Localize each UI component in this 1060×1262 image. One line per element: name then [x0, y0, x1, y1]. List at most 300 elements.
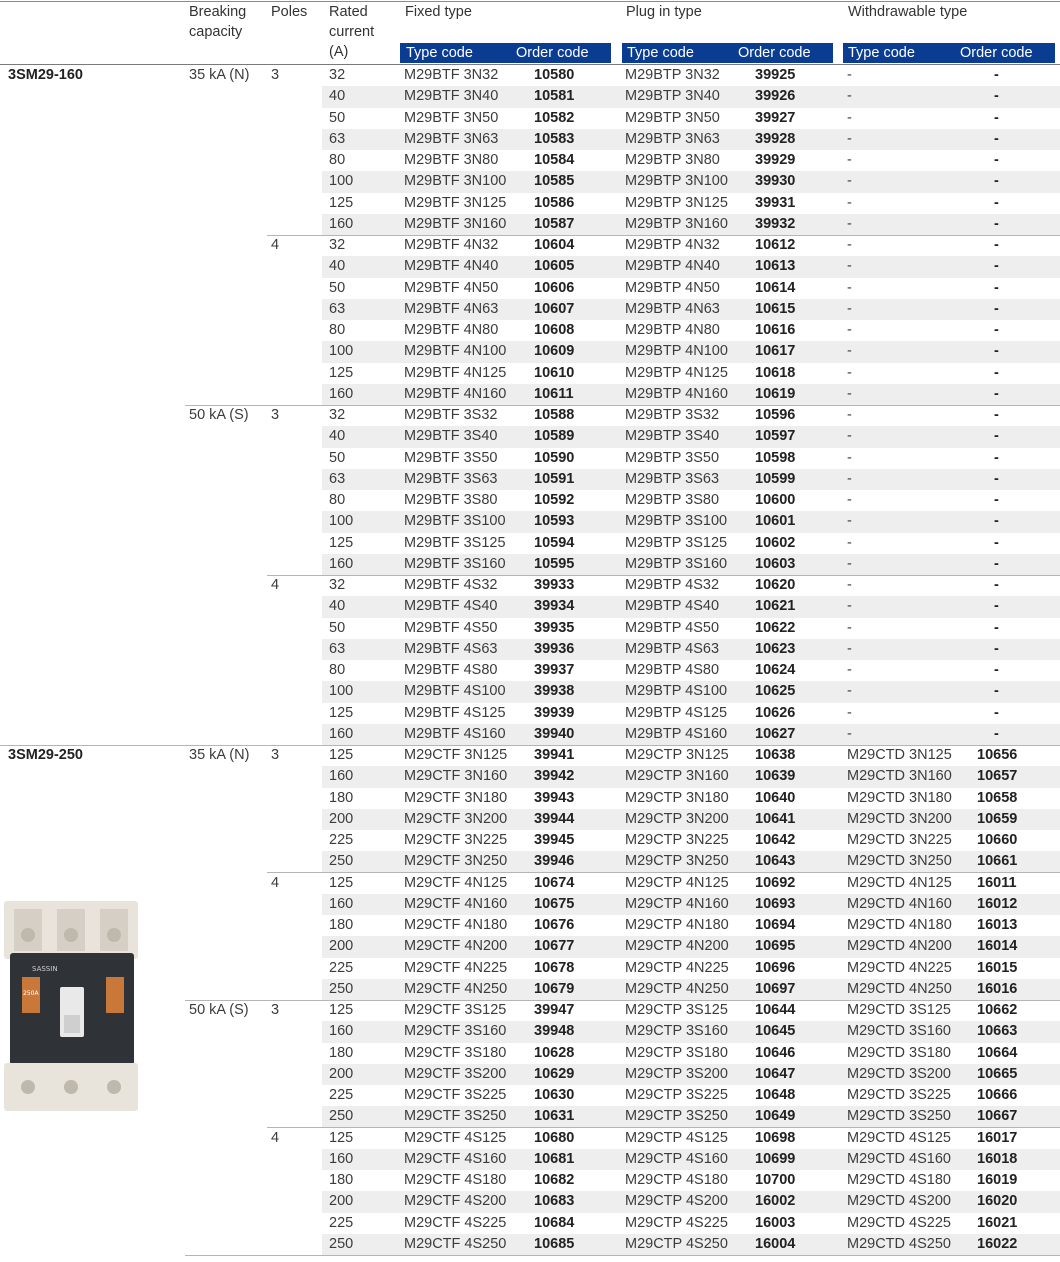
- withdrawable-order-code: 10656: [977, 747, 1018, 763]
- rated-current: 180: [329, 789, 354, 806]
- plugin-type-code: M29CTP 3N180: [625, 789, 729, 806]
- plugin-type-code: M29BTP 4N50: [625, 279, 720, 296]
- withdrawable-type-code: -: [847, 534, 852, 551]
- plugin-order-code: 10598: [755, 449, 796, 466]
- breaker-toggle-handle: [64, 1015, 80, 1033]
- rated-current: 225: [329, 832, 354, 848]
- table-row: [322, 129, 1060, 150]
- fixed-order-code: 10580: [534, 67, 575, 83]
- fixed-order-code: 10628: [534, 1044, 575, 1061]
- withdrawable-type-code: -: [847, 640, 852, 657]
- plugin-order-code: 10642: [755, 832, 796, 848]
- rated-current: 50: [329, 279, 346, 296]
- table-row: [322, 575, 1060, 596]
- table-row: [322, 958, 1060, 979]
- withdrawable-order-code: -: [994, 258, 999, 275]
- rated-current: 160: [329, 768, 354, 785]
- breaker-brand: SASSIN: [32, 965, 58, 973]
- fixed-order-code: 10591: [534, 470, 575, 487]
- withdrawable-order-code: -: [994, 322, 999, 338]
- plugin-order-code: 10639: [755, 768, 796, 785]
- fixed-type-code: M29BTF 3S160: [404, 555, 506, 572]
- rated-current: 40: [329, 428, 346, 445]
- rated-current: 100: [329, 683, 354, 700]
- withdrawable-type-code: M29CTD 4N250: [847, 980, 952, 997]
- header-rated-line3: (A): [329, 44, 349, 60]
- plugin-type-code: M29BTP 3N63: [625, 130, 720, 147]
- table-row: [322, 554, 1060, 575]
- table-row: [322, 639, 1060, 660]
- rated-current: 225: [329, 1087, 354, 1103]
- withdrawable-order-code: -: [994, 725, 999, 742]
- withdrawable-type-code: -: [847, 704, 852, 721]
- withdrawable-order-code: 10665: [977, 1065, 1018, 1082]
- withdrawable-type-code: -: [847, 598, 852, 615]
- rated-current: 180: [329, 1172, 354, 1188]
- withdrawable-order-code: 10667: [977, 1108, 1018, 1125]
- withdrawable-order-code: 16018: [977, 1150, 1018, 1167]
- withdrawable-type-code: -: [847, 683, 852, 700]
- fixed-order-code: 10684: [534, 1214, 575, 1231]
- fixed-order-code: 10594: [534, 534, 575, 551]
- plugin-type-code: M29CTP 4N225: [625, 959, 729, 976]
- fixed-order-code: 10582: [534, 109, 575, 126]
- table-row: [322, 299, 1060, 320]
- rated-current: 63: [329, 470, 346, 487]
- rated-current: 100: [329, 343, 354, 360]
- bottom-screw-3: [107, 1080, 121, 1094]
- table-row: [322, 490, 1060, 511]
- rated-current: 160: [329, 1150, 354, 1167]
- withdrawable-type-code: M29CTD 3N180: [847, 789, 952, 806]
- withdrawable-type-code: -: [847, 343, 852, 360]
- rated-current: 200: [329, 1193, 354, 1210]
- table-row: [322, 1043, 1060, 1064]
- withdrawable-type-code: -: [847, 449, 852, 466]
- withdrawable-order-code: -: [994, 449, 999, 466]
- plugin-type-code: M29BTP 3S32: [625, 407, 720, 423]
- rated-current: 100: [329, 513, 354, 530]
- plugin-order-code: 10621: [755, 598, 796, 615]
- rated-current: 32: [329, 237, 346, 253]
- fixed-order-code: 10678: [534, 959, 575, 976]
- header-breaking-capacity: [189, 2, 246, 42]
- withdrawable-order-code: 16019: [977, 1172, 1018, 1188]
- withdrawable-order-code: -: [994, 194, 999, 211]
- table-row: [322, 214, 1060, 235]
- fixed-order-code: 10629: [534, 1065, 575, 1082]
- plugin-order-code: 39927: [755, 109, 796, 126]
- plugin-type-code: M29BTP 4N40: [625, 258, 720, 275]
- fixed-order-code: 39946: [534, 853, 575, 870]
- table-row: [322, 533, 1060, 554]
- header-breaking-line1: Breaking: [189, 4, 247, 20]
- table-row: [322, 1000, 1060, 1021]
- plugin-order-code: 10623: [755, 640, 796, 657]
- rated-current: 32: [329, 67, 346, 83]
- fixed-type-code: M29CTF 3N250: [404, 853, 508, 870]
- plugin-order-code: 10600: [755, 492, 796, 508]
- table-row: [322, 618, 1060, 639]
- fixed-order-code: 10595: [534, 555, 575, 572]
- table-row: [322, 1064, 1060, 1085]
- withdrawable-order-code: 16017: [977, 1129, 1018, 1146]
- table-row: [322, 1106, 1060, 1127]
- fixed-type-code: M29BTF 4N125: [404, 364, 507, 381]
- header-withdrawable-type: Withdrawable type: [848, 4, 968, 20]
- withdrawable-type-code: M29CTD 3S225: [847, 1087, 951, 1103]
- fixed-type-code: M29BTF 4S125: [404, 704, 506, 721]
- withdrawable-type-code: -: [847, 279, 852, 296]
- withdrawable-order-code: -: [994, 88, 999, 105]
- plugin-order-code: 10649: [755, 1108, 796, 1125]
- withdrawable-order-code: -: [994, 215, 999, 232]
- withdrawable-order-code: 16013: [977, 917, 1018, 933]
- withdrawable-type-code: M29CTD 3S125: [847, 1002, 951, 1018]
- withdrawable-type-code: -: [847, 300, 852, 317]
- fixed-subheader-bar: [400, 43, 611, 63]
- fixed-type-code: M29BTF 4S63: [404, 640, 498, 657]
- withdrawable-order-code: 16020: [977, 1193, 1018, 1210]
- table-row: [322, 766, 1060, 787]
- table-row: [322, 448, 1060, 469]
- fixed-type-code: M29CTF 3S125: [404, 1002, 507, 1018]
- model-label: 3SM29-250: [8, 747, 83, 763]
- header-breaking-line2: capacity: [189, 24, 243, 40]
- plugin-type-code: M29CTP 3N225: [625, 832, 729, 848]
- plugin-type-code: M29BTP 3N80: [625, 152, 720, 168]
- fixed-type-code: M29CTF 4S125: [404, 1129, 507, 1146]
- withdrawable-type-code: -: [847, 173, 852, 190]
- fixed-order-code: 10593: [534, 513, 575, 530]
- plugin-order-code: 10695: [755, 938, 796, 955]
- withdrawable-type-code: -: [847, 555, 852, 572]
- withdrawable-order-code: -: [994, 662, 999, 678]
- plugin-type-code: M29CTP 4N180: [625, 917, 729, 933]
- table-row: [322, 1213, 1060, 1234]
- plugin-order-code: 10696: [755, 959, 796, 976]
- withdrawable-type-code: -: [847, 152, 852, 168]
- breaking-capacity-label: 50 kA (S): [189, 407, 249, 423]
- rated-current: 160: [329, 1023, 354, 1040]
- table-row: [322, 660, 1060, 681]
- rated-current: 180: [329, 1044, 354, 1061]
- table-row: [322, 1234, 1060, 1255]
- withdrawable-type-code: M29CTD 3N125: [847, 747, 952, 763]
- fixed-order-code: 39941: [534, 747, 575, 763]
- plugin-order-code: 10616: [755, 322, 796, 338]
- breaking-capacity-label: 35 kA (N): [189, 747, 250, 763]
- fixed-order-code: 39944: [534, 810, 575, 827]
- fixed-type-code: M29BTF 3N63: [404, 130, 499, 147]
- rated-current: 40: [329, 598, 346, 615]
- fixed-order-code: 39933: [534, 577, 575, 593]
- plugin-order-code-header: Order code: [738, 45, 811, 61]
- withdrawable-order-code: -: [994, 534, 999, 551]
- fixed-order-code: 39938: [534, 683, 575, 700]
- plugin-order-code: 10599: [755, 470, 796, 487]
- plugin-type-code: M29BTP 3S80: [625, 492, 720, 508]
- fixed-order-code: 39935: [534, 619, 575, 636]
- withdrawable-type-code: -: [847, 88, 852, 105]
- plugin-type-code: M29BTP 4S32: [625, 577, 720, 593]
- table-row: [322, 681, 1060, 702]
- fixed-order-code: 10609: [534, 343, 575, 360]
- fixed-type-code: M29CTF 3N225: [404, 832, 508, 848]
- plugin-type-code: M29CTP 4S180: [625, 1172, 728, 1188]
- withdrawable-order-code: -: [994, 109, 999, 126]
- plugin-type-code: M29BTP 3N32: [625, 67, 720, 83]
- plugin-order-code: 10619: [755, 385, 796, 402]
- plugin-type-code: M29BTP 3S100: [625, 513, 728, 530]
- fixed-type-code: M29BTF 4S50: [404, 619, 498, 636]
- rated-current: 125: [329, 874, 354, 891]
- withdrawable-type-code: M29CTD 4S160: [847, 1150, 951, 1167]
- withdrawable-type-code: M29CTD 3S250: [847, 1108, 951, 1125]
- withdrawable-order-code: 16015: [977, 959, 1018, 976]
- table-row: [322, 278, 1060, 299]
- rated-current: 63: [329, 130, 346, 147]
- plugin-type-code: M29CTP 4S200: [625, 1193, 728, 1210]
- withdrawable-order-code: -: [994, 407, 999, 423]
- withdrawable-type-code: M29CTD 4S225: [847, 1214, 951, 1231]
- withdrawable-type-code: M29CTD 3N200: [847, 810, 952, 827]
- table-row: [322, 894, 1060, 915]
- withdrawable-type-code: M29CTD 3S160: [847, 1023, 951, 1040]
- table-row: [322, 426, 1060, 447]
- plugin-type-code: M29BTP 4S100: [625, 683, 728, 700]
- header-plugin-type: Plug in type: [626, 4, 702, 20]
- table-row: [322, 724, 1060, 745]
- table-row: [322, 511, 1060, 532]
- plugin-type-code: M29BTP 3S125: [625, 534, 728, 551]
- plugin-type-code: M29CTP 3N250: [625, 853, 729, 870]
- table-row: [322, 936, 1060, 957]
- withdrawable-type-code: -: [847, 258, 852, 275]
- fixed-order-code: 10586: [534, 194, 575, 211]
- fixed-order-code: 10608: [534, 322, 575, 338]
- plugin-type-code: M29BTP 4S125: [625, 704, 728, 721]
- fixed-type-code: M29BTF 4N63: [404, 300, 499, 317]
- fixed-order-code: 10583: [534, 130, 575, 147]
- fixed-order-code: 39934: [534, 598, 575, 615]
- withdrawable-type-code: M29CTD 4N125: [847, 874, 952, 891]
- plugin-type-code: M29BTP 4N125: [625, 364, 728, 381]
- plugin-type-code: M29CTP 4N125: [625, 874, 729, 891]
- withdrawable-order-code: -: [994, 492, 999, 508]
- fixed-order-code: 10631: [534, 1108, 575, 1125]
- fixed-order-code: 10581: [534, 88, 575, 105]
- table-row: [322, 86, 1060, 107]
- plugin-type-code: M29BTP 3S160: [625, 555, 728, 572]
- rated-current: 100: [329, 173, 354, 190]
- rated-current: 250: [329, 980, 354, 997]
- table-row: [322, 979, 1060, 1000]
- fixed-type-code-header: Type code: [406, 45, 473, 61]
- plugin-order-code: 16002: [755, 1193, 796, 1210]
- fixed-type-code: M29CTF 3N160: [404, 768, 508, 785]
- plugin-order-code: 16003: [755, 1214, 796, 1231]
- fixed-type-code: M29CTF 3S200: [404, 1065, 507, 1082]
- fixed-type-code: M29CTF 4N160: [404, 895, 508, 912]
- rated-current: 160: [329, 385, 354, 402]
- table-row: [322, 235, 1060, 256]
- fixed-type-code: M29BTF 3N40: [404, 88, 499, 105]
- plugin-order-code: 10641: [755, 810, 796, 827]
- withdrawable-order-code: -: [994, 704, 999, 721]
- fixed-order-code: 10679: [534, 980, 575, 997]
- fixed-type-code: M29BTF 4S80: [404, 662, 498, 678]
- withdrawable-type-code: M29CTD 3S200: [847, 1065, 951, 1082]
- plugin-order-code: 10603: [755, 555, 796, 572]
- withdrawable-type-code: -: [847, 215, 852, 232]
- fixed-type-code: M29BTF 4N40: [404, 258, 499, 275]
- plugin-type-code: M29BTP 4N80: [625, 322, 720, 338]
- fixed-type-code: M29BTF 3N160: [404, 215, 507, 232]
- plugin-order-code: 10646: [755, 1044, 796, 1061]
- withdrawable-order-code: -: [994, 152, 999, 168]
- plugin-type-code: M29BTP 3S63: [625, 470, 720, 487]
- fixed-order-code: 39947: [534, 1002, 575, 1018]
- fixed-type-code: M29BTF 3S100: [404, 513, 506, 530]
- fixed-order-code: 10681: [534, 1150, 575, 1167]
- withdrawable-order-code: -: [994, 130, 999, 147]
- table-row: [322, 851, 1060, 872]
- withdrawable-type-code: -: [847, 130, 852, 147]
- table-row: [322, 469, 1060, 490]
- fixed-type-code: M29CTF 4N225: [404, 959, 508, 976]
- plugin-type-code: M29BTP 4S40: [625, 598, 720, 615]
- table-row: [322, 193, 1060, 214]
- withdrawable-order-code: -: [994, 279, 999, 296]
- withdrawable-order-code: 16021: [977, 1214, 1018, 1231]
- fixed-type-code: M29BTF 3N125: [404, 194, 507, 211]
- plugin-type-code: M29CTP 3S225: [625, 1087, 728, 1103]
- fixed-order-code: 10604: [534, 237, 575, 253]
- plugin-type-code: M29CTP 4N200: [625, 938, 729, 955]
- table-row: [322, 341, 1060, 362]
- withdrawable-order-code: -: [994, 513, 999, 530]
- fixed-order-code: 10592: [534, 492, 575, 508]
- fixed-type-code: M29CTF 3N125: [404, 747, 508, 763]
- withdrawable-order-code: 10658: [977, 789, 1018, 806]
- withdrawable-type-code: M29CTD 3N160: [847, 768, 952, 785]
- fixed-type-code: M29CTF 4N250: [404, 980, 508, 997]
- rated-current: 125: [329, 364, 354, 381]
- plugin-order-code: 10693: [755, 895, 796, 912]
- plugin-order-code: 10647: [755, 1065, 796, 1082]
- table-row: [322, 150, 1060, 171]
- rated-current: 80: [329, 322, 346, 338]
- plugin-type-code: M29BTP 3N100: [625, 173, 728, 190]
- fixed-order-code-header: Order code: [516, 45, 589, 61]
- plugin-order-code: 10617: [755, 343, 796, 360]
- header-fixed-type: Fixed type: [405, 4, 472, 20]
- withdrawable-type-code-header: Type code: [848, 45, 915, 61]
- rated-current: 50: [329, 619, 346, 636]
- table-row: [322, 1021, 1060, 1042]
- poles-label: 4: [271, 874, 280, 891]
- plugin-order-code: 10625: [755, 683, 796, 700]
- fixed-type-code: M29BTF 4N160: [404, 385, 507, 402]
- fixed-order-code: 10606: [534, 279, 575, 296]
- breaking-capacity-label: 50 kA (S): [189, 1002, 249, 1018]
- withdrawable-order-code: 10666: [977, 1087, 1018, 1103]
- withdrawable-order-code: -: [994, 343, 999, 360]
- withdrawable-order-code: -: [994, 598, 999, 615]
- model-label: 3SM29-160: [8, 67, 83, 83]
- plugin-type-code: M29CTP 4S160: [625, 1150, 728, 1167]
- table-row: [322, 363, 1060, 384]
- withdrawable-type-code: -: [847, 364, 852, 381]
- rated-current: 180: [329, 917, 354, 933]
- withdrawable-type-code: M29CTD 4N160: [847, 895, 952, 912]
- breaker-side-label: [106, 977, 124, 1013]
- plugin-type-code: M29BTP 3S40: [625, 428, 720, 445]
- plugin-order-code: 10698: [755, 1129, 796, 1146]
- withdrawable-order-code: 16012: [977, 895, 1018, 912]
- plugin-type-code: M29CTP 3N160: [625, 768, 729, 785]
- plugin-type-code: M29BTP 4S63: [625, 640, 720, 657]
- fixed-order-code: 39936: [534, 640, 575, 657]
- fixed-type-code: M29BTF 4N80: [404, 322, 499, 338]
- rated-current: 200: [329, 938, 354, 955]
- fixed-type-code: M29CTF 3S180: [404, 1044, 507, 1061]
- fixed-type-code: M29CTF 4S250: [404, 1235, 507, 1252]
- fixed-order-code: 39942: [534, 768, 575, 785]
- fixed-type-code: M29CTF 4S200: [404, 1193, 507, 1210]
- fixed-order-code: 10585: [534, 173, 575, 190]
- plugin-order-code: 10697: [755, 980, 796, 997]
- plugin-order-code: 10597: [755, 428, 796, 445]
- fixed-order-code: 10584: [534, 152, 575, 168]
- fixed-order-code: 10587: [534, 215, 575, 232]
- withdrawable-order-code: 16016: [977, 980, 1018, 997]
- table-row: [322, 1149, 1060, 1170]
- plugin-order-code: 39929: [755, 152, 796, 168]
- withdrawable-order-code: -: [994, 385, 999, 402]
- fixed-type-code: M29BTF 3N80: [404, 152, 499, 168]
- plugin-order-code: 10602: [755, 534, 796, 551]
- fixed-type-code: M29CTF 3N200: [404, 810, 508, 827]
- table-row: [322, 1170, 1060, 1191]
- plugin-type-code: M29CTP 4S225: [625, 1214, 728, 1231]
- fixed-type-code: M29BTF 3N100: [404, 173, 507, 190]
- plugin-order-code: 10626: [755, 704, 796, 721]
- plugin-order-code: 39928: [755, 130, 796, 147]
- fixed-order-code: 10590: [534, 449, 575, 466]
- rated-current: 80: [329, 662, 346, 678]
- plugin-order-code: 10613: [755, 258, 796, 275]
- plugin-type-code: M29CTP 3S180: [625, 1044, 728, 1061]
- withdrawable-type-code: -: [847, 67, 852, 83]
- table-row: [322, 1085, 1060, 1106]
- withdrawable-order-code: -: [994, 555, 999, 572]
- rated-current: 125: [329, 1002, 354, 1018]
- fixed-order-code: 10682: [534, 1172, 575, 1188]
- rated-current: 32: [329, 577, 346, 593]
- table-row: [322, 320, 1060, 341]
- rated-current: 32: [329, 407, 346, 423]
- plugin-type-code: M29CTP 3S125: [625, 1002, 728, 1018]
- fixed-type-code: M29CTF 3N180: [404, 789, 508, 806]
- plugin-type-code: M29BTP 3N50: [625, 109, 720, 126]
- withdrawable-type-code: M29CTD 4N180: [847, 917, 952, 933]
- withdrawable-order-code: 16014: [977, 938, 1018, 955]
- fixed-order-code: 39943: [534, 789, 575, 806]
- plugin-type-code: M29BTP 4S50: [625, 619, 720, 636]
- plugin-type-code: M29CTP 3N125: [625, 747, 729, 763]
